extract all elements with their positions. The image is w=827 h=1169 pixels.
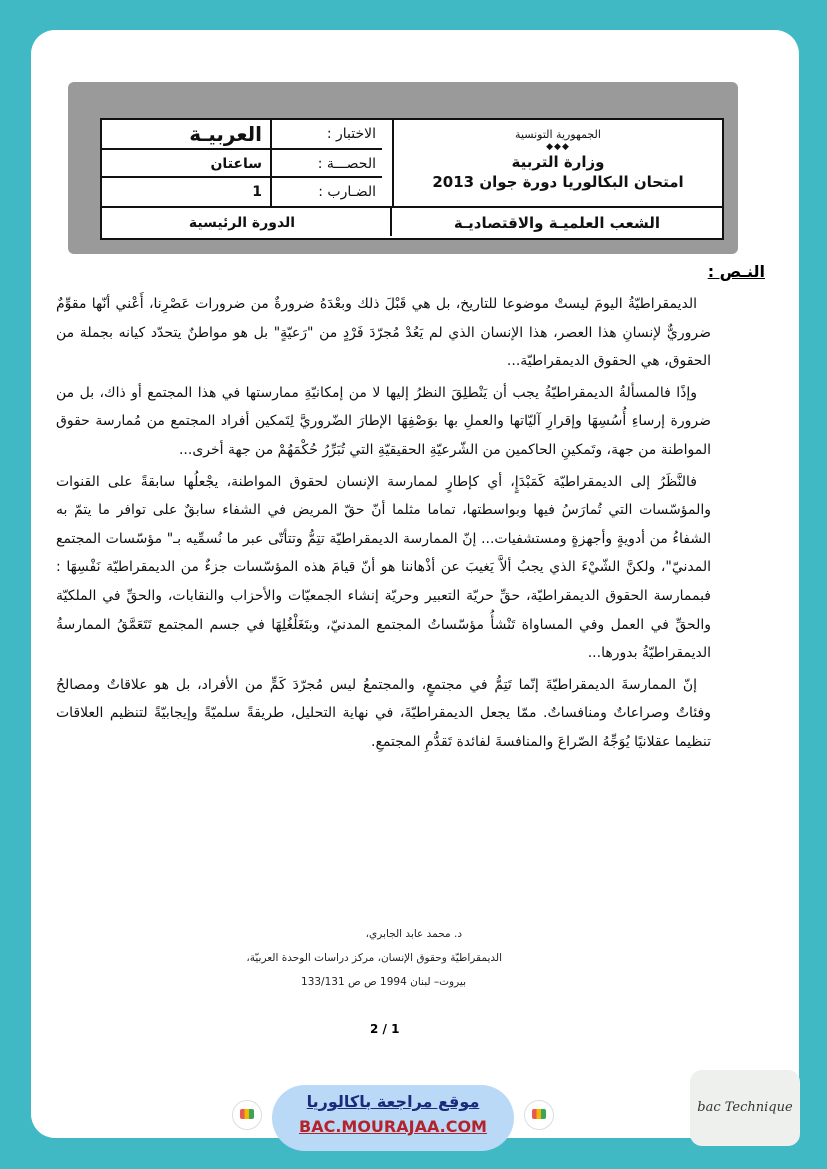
paragraph-2: وإذًا فالمسألةُ الديمقراطيّةُ يجب أن يَنْطلِقَ النظرُ إليها لا من إمكانيّةِ ممارستها في هذا المجتمع أو ذاك، بل من ضرورة إرساءِ أُسُسِهَا وإقرارِ آليّاتها والعملِ بها بوَصْفِهَا الإطارَ الضّروريَّ لِتَمكين أفراد المجتمع من مُمارسة حقوق المواطنة من جهة، وتَمكينِ الحاكمين من الشّرعيّةِ الحقيقيّةِ التي تُبَرِّرُ حُكْمَهُمْ من جهة أخرى... <box>56 384 711 458</box>
site-logo-icon <box>524 1100 554 1130</box>
diamonds-ornament: ◆◆◆ <box>546 142 570 152</box>
page-number: 2 / 1 <box>370 1022 400 1036</box>
reference-book: الديمقراطيّة وحقوق الإنسان، مركز دراسات الوحدة العربيّة، <box>246 952 502 964</box>
duration-label: الحصـــة : <box>317 156 376 172</box>
subject-label: الاختبار : <box>326 126 376 142</box>
subject-value: العربيـة <box>122 120 272 148</box>
bac-technique-badge: bac Technique <box>690 1070 800 1146</box>
duration-value: ساعتان <box>122 150 272 176</box>
source-reference <box>246 922 502 994</box>
session-label: الدورة الرئيسية <box>188 215 296 231</box>
paragraph-4: إنّ الممارسةَ الديمقراطيّةَ إنّما تَتِمُّ في مجتمعٍ، والمجتمعُ ليس مُجرّدَ كَمٍّ من الأفراد، بل هو علاقاتٌ ومصالحُ وفئاتٌ وصراعاتٌ ومنافساتٌ. ممّا يجعل الديمقراطيّةَ، في نهاية التحليل، طريقةً سلميّةً وإيجابيّةً لتنظيم العلاقات تنظيما عقلانيًا يُوَجِّهُ الصّراعَ والمنافسةَ لفائدة تَقدُّمِ المجتمعِ. <box>56 676 711 750</box>
exam-header-table <box>100 118 724 240</box>
subject-row <box>102 120 382 150</box>
coefficient-label: الضـارب : <box>318 184 376 200</box>
section-label: الشعب العلميـة والاقتصاديـة <box>390 208 722 236</box>
footer-site-url[interactable]: BAC.MOURAJAA.COM <box>299 1117 487 1136</box>
ministry-cell <box>392 120 722 206</box>
reference-author: د. محمد عابد الجابري، <box>365 928 462 940</box>
duration-row <box>102 150 382 178</box>
ministry-label: وزارة التربية <box>511 153 605 171</box>
paragraph-3: فالنَّظَرُ إلى الديمقراطيّة كَمَبْدَإٍ، أي كإطارٍ لممارسة الإنسان لحقوق المواطنة، يجْعلُها سابقةً على القنوات والمؤسّسات التي تُمارَسُ فيها وبواسطتها، تماما مثلما أنّ حقّ المريض في الشفاء سابقٌ على توافر ما يتمّ به الشفاءُ من أدويةٍ وأجهزةٍ ومستشفيات... إنّ الممارسة الديمقراطيّة تتِمُّ وتتأتّى عبر ما نُسمِّيه بـ" مؤسّسات المجتمع المدنيّ"، ولكنَّ الشّيْءَ الذي يجبُ ألاَّ يَغيبَ عن أذْهاننا هو أنّ قيامَ هذه المؤسّسات جزءٌ من الديمقراطيّة نَفْسِهَا : فبممارسة الحقوق الديمقراطيّة، حقِّ حريّة التعبير وحريّة إنشاء الجمعيّات والأحزاب والنقابات، والحقِّ في الملكيّة والحقِّ في العمل وفي المساواة تَنْشأُ مؤسّساتُ المجتمع المدنيّ، وبتَغَلْغُلِهَا في جسم المجتمع تَتَعَمَّقُ الممارسةُ الديمقراطيّةُ بدورها... <box>56 473 711 662</box>
paragraph-1: الديمقراطيّةُ اليومَ ليستْ موضوعا للتاريخ، بل هي قَبْلَ ذلك وبعْدَهُ ضرورةٌ من ضرورات عَصْرِنا، أَعْني أنّها مقوِّمٌ ضروريٌّ لإنسانِ هذا العصر، هذا الإنسان الذي لم يَعُدْ مُجرّدَ فَرْدٍ من "رَعيّةٍ" بل هو مواطنٌ يتحدّد كيانه بجملة من الحقوق، هي الحقوق الديمقراطيّة... <box>56 296 711 370</box>
footer-site-banner[interactable] <box>272 1085 514 1151</box>
exam-label: امتحان البكالوريا دورة جوان 2013 <box>432 173 684 191</box>
coefficient-value: 1 <box>122 178 272 206</box>
reference-place: بيروت– لبنان 1994 ص ص 133/131 <box>301 976 466 988</box>
site-logo-icon <box>232 1100 262 1130</box>
footer-site-name[interactable]: موقع مراجعة باكالوريا <box>306 1092 480 1111</box>
section-row <box>102 206 722 236</box>
text-title: النـص : <box>707 262 765 281</box>
republic-label: الجمهورية التونسية <box>515 128 601 141</box>
text-body <box>56 290 711 760</box>
coefficient-row <box>102 178 382 206</box>
